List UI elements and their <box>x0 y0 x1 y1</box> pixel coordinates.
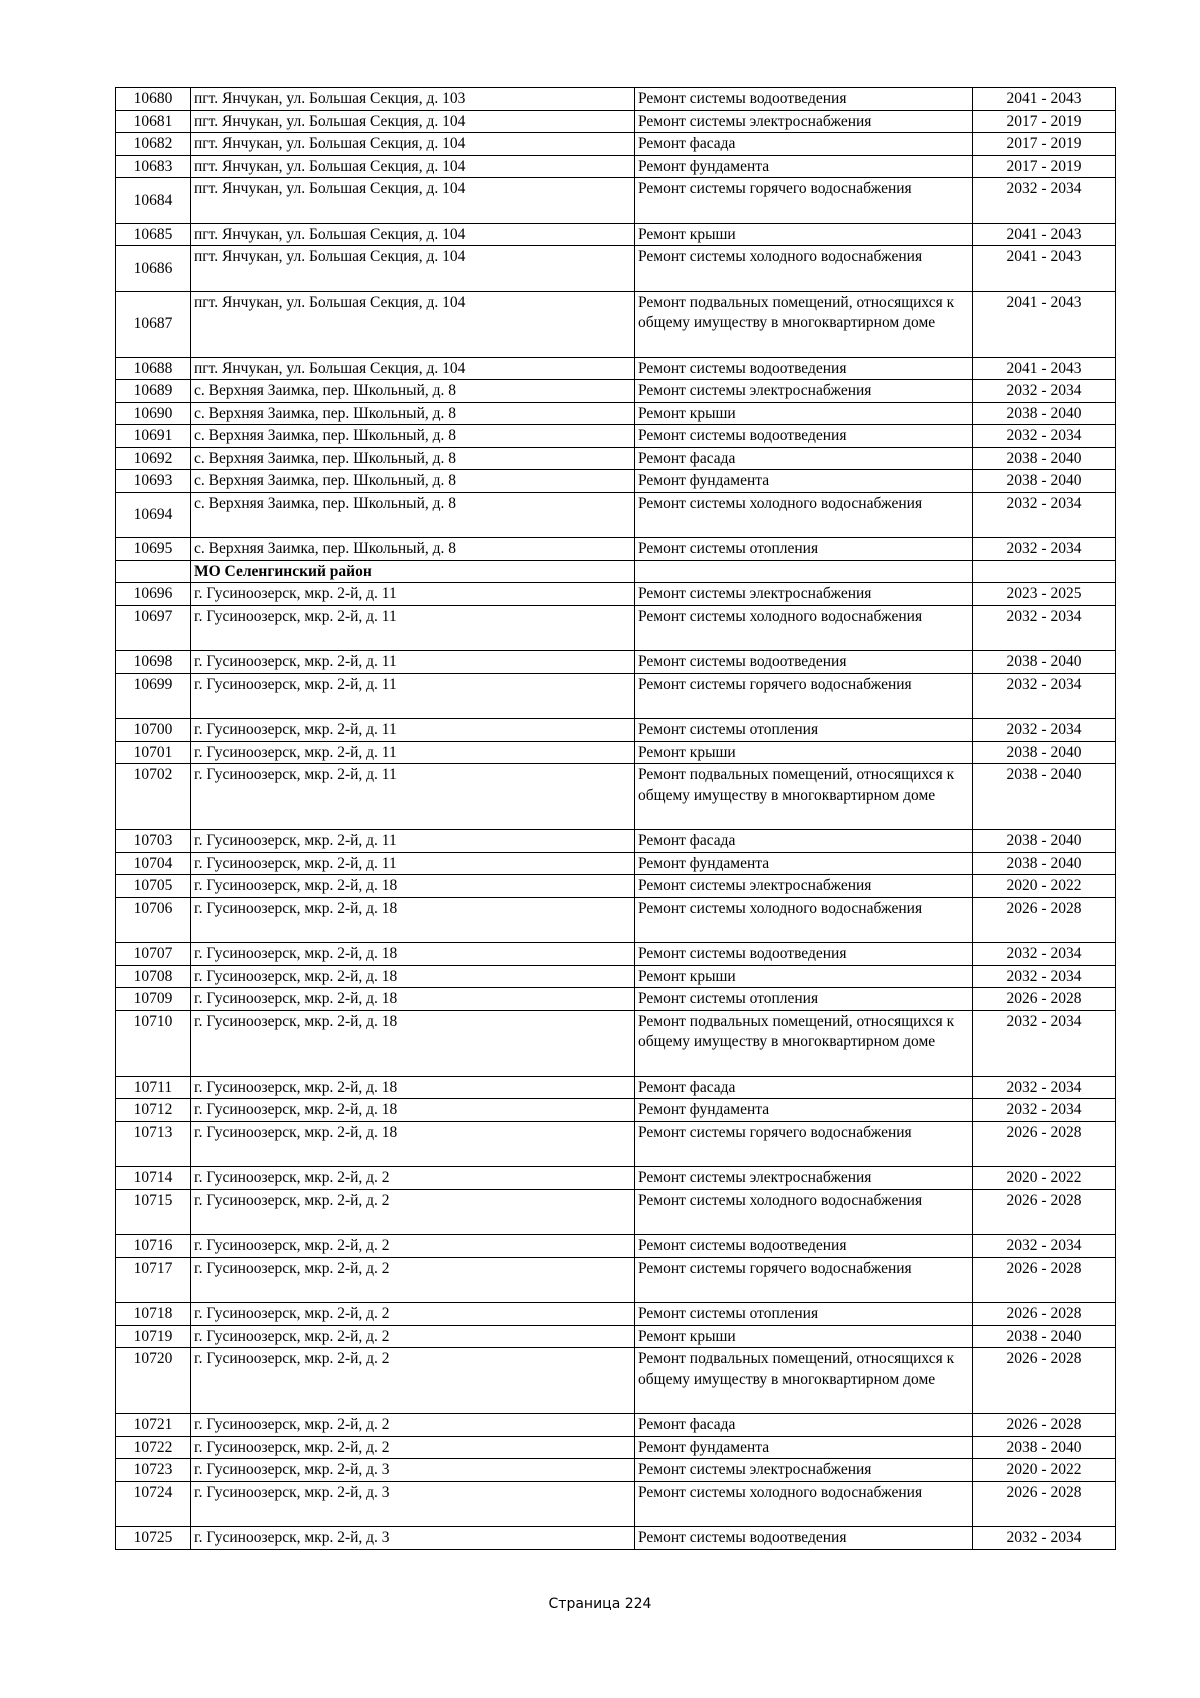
address-cell: г. Гусиноозерск, мкр. 2-й, д. 18 <box>191 1121 635 1167</box>
table-row <box>116 133 1116 156</box>
years-cell: 2041 - 2043 <box>973 246 1116 292</box>
work-type-cell: Ремонт подвальных помещений, относящихся к общему имуществу в многоквартирном доме <box>635 1348 973 1414</box>
years-cell: 2026 - 2028 <box>973 897 1116 943</box>
years-cell: 2032 - 2034 <box>973 1099 1116 1122</box>
table-row <box>116 178 1116 224</box>
address-cell: пгт. Янчукан, ул. Большая Секция, д. 104 <box>191 110 635 133</box>
table-row <box>116 380 1116 403</box>
address-cell: пгт. Янчукан, ул. Большая Секция, д. 103 <box>191 88 635 111</box>
address-cell: г. Гусиноозерск, мкр. 2-й, д. 11 <box>191 651 635 674</box>
row-number-cell: 10725 <box>116 1527 191 1550</box>
table-row <box>116 988 1116 1011</box>
table-row <box>116 1527 1116 1550</box>
work-type-cell: Ремонт системы горячего водоснабжения <box>635 1257 973 1303</box>
row-number-cell: 10708 <box>116 965 191 988</box>
address-cell: г. Гусиноозерск, мкр. 2-й, д. 2 <box>191 1167 635 1190</box>
work-type-cell: Ремонт системы электроснабжения <box>635 583 973 606</box>
table-row <box>116 764 1116 830</box>
work-type-cell: Ремонт системы электроснабжения <box>635 875 973 898</box>
address-cell: г. Гусиноозерск, мкр. 2-й, д. 11 <box>191 605 635 651</box>
work-type-cell: Ремонт системы электроснабжения <box>635 1459 973 1482</box>
row-number-cell: 10686 <box>116 246 191 292</box>
years-cell: 2041 - 2043 <box>973 291 1116 357</box>
work-type-cell: Ремонт крыши <box>635 223 973 246</box>
work-type-cell: Ремонт системы водоотведения <box>635 425 973 448</box>
years-cell: 2032 - 2034 <box>973 605 1116 651</box>
table-row <box>116 830 1116 853</box>
address-cell: пгт. Янчукан, ул. Большая Секция, д. 104 <box>191 357 635 380</box>
years-cell: 2038 - 2040 <box>973 852 1116 875</box>
row-number-cell: 10711 <box>116 1076 191 1099</box>
table-row <box>116 719 1116 742</box>
years-cell: 2032 - 2034 <box>973 1076 1116 1099</box>
work-type-cell: Ремонт системы отопления <box>635 988 973 1011</box>
address-cell: г. Гусиноозерск, мкр. 2-й, д. 18 <box>191 875 635 898</box>
address-cell: г. Гусиноозерск, мкр. 2-й, д. 2 <box>191 1303 635 1326</box>
years-cell: 2032 - 2034 <box>973 178 1116 224</box>
address-cell: г. Гусиноозерск, мкр. 2-й, д. 18 <box>191 965 635 988</box>
row-number-cell: 10687 <box>116 291 191 357</box>
address-cell: г. Гусиноозерск, мкр. 2-й, д. 2 <box>191 1436 635 1459</box>
row-number-cell: 10715 <box>116 1189 191 1235</box>
table-row <box>116 1076 1116 1099</box>
address-cell: г. Гусиноозерск, мкр. 2-й, д. 2 <box>191 1257 635 1303</box>
work-type-cell: Ремонт фундамента <box>635 1099 973 1122</box>
work-type-cell: Ремонт системы водоотведения <box>635 1527 973 1550</box>
table-row <box>116 291 1116 357</box>
work-type-cell: Ремонт фасада <box>635 1414 973 1437</box>
years-cell: 2032 - 2034 <box>973 492 1116 538</box>
row-number-cell: 10718 <box>116 1303 191 1326</box>
work-type-cell: Ремонт крыши <box>635 1325 973 1348</box>
row-number-cell: 10719 <box>116 1325 191 1348</box>
row-number-cell: 10689 <box>116 380 191 403</box>
work-type-cell: Ремонт подвальных помещений, относящихся к общему имуществу в многоквартирном доме <box>635 291 973 357</box>
address-cell: с. Верхняя Заимка, пер. Школьный, д. 8 <box>191 402 635 425</box>
table-row <box>116 492 1116 538</box>
row-number-cell: 10701 <box>116 741 191 764</box>
address-cell: г. Гусиноозерск, мкр. 2-й, д. 3 <box>191 1527 635 1550</box>
row-number-cell: 10682 <box>116 133 191 156</box>
address-cell: г. Гусиноозерск, мкр. 2-й, д. 11 <box>191 673 635 719</box>
work-type-cell: Ремонт крыши <box>635 741 973 764</box>
repair-schedule-table <box>115 87 1116 1550</box>
row-number-cell: 10714 <box>116 1167 191 1190</box>
work-type-cell: Ремонт системы отопления <box>635 719 973 742</box>
years-cell <box>973 560 1116 583</box>
address-cell: с. Верхняя Заимка, пер. Школьный, д. 8 <box>191 538 635 561</box>
years-cell: 2038 - 2040 <box>973 830 1116 853</box>
work-type-cell: Ремонт крыши <box>635 965 973 988</box>
address-cell: г. Гусиноозерск, мкр. 2-й, д. 11 <box>191 719 635 742</box>
row-number-cell: 10709 <box>116 988 191 1011</box>
years-cell: 2026 - 2028 <box>973 1481 1116 1527</box>
years-cell: 2032 - 2034 <box>973 719 1116 742</box>
row-number-cell: 10704 <box>116 852 191 875</box>
address-cell: г. Гусиноозерск, мкр. 2-й, д. 11 <box>191 764 635 830</box>
work-type-cell: Ремонт системы водоотведения <box>635 357 973 380</box>
years-cell: 2020 - 2022 <box>973 1167 1116 1190</box>
years-cell: 2038 - 2040 <box>973 651 1116 674</box>
row-number-cell: 10710 <box>116 1010 191 1076</box>
table-row <box>116 1325 1116 1348</box>
address-cell: г. Гусиноозерск, мкр. 2-й, д. 18 <box>191 1076 635 1099</box>
years-cell: 2032 - 2034 <box>973 425 1116 448</box>
table-row <box>116 447 1116 470</box>
row-number-cell: 10707 <box>116 943 191 966</box>
row-number-cell: 10688 <box>116 357 191 380</box>
years-cell: 2038 - 2040 <box>973 764 1116 830</box>
years-cell: 2032 - 2034 <box>973 1235 1116 1258</box>
row-number-cell: 10705 <box>116 875 191 898</box>
table-row <box>116 1481 1116 1527</box>
table-row <box>116 1348 1116 1414</box>
years-cell: 2032 - 2034 <box>973 965 1116 988</box>
table-row <box>116 1459 1116 1482</box>
address-cell: г. Гусиноозерск, мкр. 2-й, д. 18 <box>191 1010 635 1076</box>
address-cell: пгт. Янчукан, ул. Большая Секция, д. 104 <box>191 155 635 178</box>
address-cell: пгт. Янчукан, ул. Большая Секция, д. 104 <box>191 133 635 156</box>
work-type-cell: Ремонт подвальных помещений, относящихся к общему имуществу в многоквартирном доме <box>635 764 973 830</box>
row-number-cell: 10684 <box>116 178 191 224</box>
work-type-cell: Ремонт системы горячего водоснабжения <box>635 673 973 719</box>
work-type-cell: Ремонт системы холодного водоснабжения <box>635 605 973 651</box>
years-cell: 2038 - 2040 <box>973 402 1116 425</box>
work-type-cell: Ремонт системы электроснабжения <box>635 1167 973 1190</box>
work-type-cell: Ремонт фундамента <box>635 852 973 875</box>
years-cell: 2038 - 2040 <box>973 470 1116 493</box>
address-cell: г. Гусиноозерск, мкр. 2-й, д. 2 <box>191 1235 635 1258</box>
address-cell: г. Гусиноозерск, мкр. 2-й, д. 11 <box>191 830 635 853</box>
table-row <box>116 605 1116 651</box>
row-number-cell: 10721 <box>116 1414 191 1437</box>
table-row <box>116 1436 1116 1459</box>
years-cell: 2041 - 2043 <box>973 223 1116 246</box>
address-cell: с. Верхняя Заимка, пер. Школьный, д. 8 <box>191 425 635 448</box>
row-number-cell: 10691 <box>116 425 191 448</box>
address-cell: пгт. Янчукан, ул. Большая Секция, д. 104 <box>191 223 635 246</box>
years-cell: 2017 - 2019 <box>973 133 1116 156</box>
row-number-cell: 10692 <box>116 447 191 470</box>
row-number-cell: 10695 <box>116 538 191 561</box>
years-cell: 2032 - 2034 <box>973 380 1116 403</box>
work-type-cell: Ремонт подвальных помещений, относящихся к общему имуществу в многоквартирном доме <box>635 1010 973 1076</box>
work-type-cell: Ремонт системы отопления <box>635 1303 973 1326</box>
table-row <box>116 538 1116 561</box>
years-cell: 2026 - 2028 <box>973 1121 1116 1167</box>
work-type-cell <box>635 560 973 583</box>
table-row <box>116 1010 1116 1076</box>
work-type-cell: Ремонт фундамента <box>635 155 973 178</box>
row-number-cell: 10713 <box>116 1121 191 1167</box>
table-row <box>116 673 1116 719</box>
page-number: Страница 224 <box>548 1596 652 1612</box>
work-type-cell: Ремонт системы горячего водоснабжения <box>635 178 973 224</box>
years-cell: 2041 - 2043 <box>973 88 1116 111</box>
table-row <box>116 402 1116 425</box>
work-type-cell: Ремонт фундамента <box>635 1436 973 1459</box>
table-row <box>116 965 1116 988</box>
table-row <box>116 246 1116 292</box>
years-cell: 2032 - 2034 <box>973 943 1116 966</box>
row-number-cell: 10690 <box>116 402 191 425</box>
table-row <box>116 425 1116 448</box>
row-number-cell: 10724 <box>116 1481 191 1527</box>
work-type-cell: Ремонт системы горячего водоснабжения <box>635 1121 973 1167</box>
years-cell: 2041 - 2043 <box>973 357 1116 380</box>
years-cell: 2026 - 2028 <box>973 1257 1116 1303</box>
work-type-cell: Ремонт системы электроснабжения <box>635 110 973 133</box>
row-number-cell: 10703 <box>116 830 191 853</box>
address-cell: г. Гусиноозерск, мкр. 2-й, д. 2 <box>191 1325 635 1348</box>
work-type-cell: Ремонт фасада <box>635 447 973 470</box>
table-row <box>116 943 1116 966</box>
years-cell: 2026 - 2028 <box>973 988 1116 1011</box>
address-cell: г. Гусиноозерск, мкр. 2-й, д. 11 <box>191 583 635 606</box>
row-number-cell: 10712 <box>116 1099 191 1122</box>
address-cell: г. Гусиноозерск, мкр. 2-й, д. 3 <box>191 1459 635 1482</box>
table-row <box>116 1257 1116 1303</box>
work-type-cell: Ремонт системы водоотведения <box>635 651 973 674</box>
years-cell: 2032 - 2034 <box>973 1527 1116 1550</box>
row-number-cell: 10706 <box>116 897 191 943</box>
table-row <box>116 741 1116 764</box>
work-type-cell: Ремонт системы холодного водоснабжения <box>635 1189 973 1235</box>
row-number-cell: 10697 <box>116 605 191 651</box>
work-type-cell: Ремонт крыши <box>635 402 973 425</box>
years-cell: 2026 - 2028 <box>973 1348 1116 1414</box>
years-cell: 2026 - 2028 <box>973 1414 1116 1437</box>
address-cell: г. Гусиноозерск, мкр. 2-й, д. 2 <box>191 1348 635 1414</box>
work-type-cell: Ремонт системы холодного водоснабжения <box>635 246 973 292</box>
table-row <box>116 897 1116 943</box>
address-cell: г. Гусиноозерск, мкр. 2-й, д. 18 <box>191 897 635 943</box>
table-row <box>116 852 1116 875</box>
row-number-cell: 10681 <box>116 110 191 133</box>
table-row <box>116 875 1116 898</box>
work-type-cell: Ремонт системы холодного водоснабжения <box>635 492 973 538</box>
years-cell: 2038 - 2040 <box>973 1325 1116 1348</box>
years-cell: 2017 - 2019 <box>973 110 1116 133</box>
row-number-cell: 10722 <box>116 1436 191 1459</box>
address-cell: г. Гусиноозерск, мкр. 2-й, д. 18 <box>191 988 635 1011</box>
table-row <box>116 470 1116 493</box>
years-cell: 2026 - 2028 <box>973 1303 1116 1326</box>
row-number-cell: 10723 <box>116 1459 191 1482</box>
years-cell: 2038 - 2040 <box>973 1436 1116 1459</box>
address-cell: г. Гусиноозерск, мкр. 2-й, д. 2 <box>191 1414 635 1437</box>
address-cell: с. Верхняя Заимка, пер. Школьный, д. 8 <box>191 447 635 470</box>
table-row <box>116 223 1116 246</box>
work-type-cell: Ремонт системы холодного водоснабжения <box>635 1481 973 1527</box>
work-type-cell: Ремонт фундамента <box>635 470 973 493</box>
work-type-cell: Ремонт системы отопления <box>635 538 973 561</box>
row-number-cell: 10696 <box>116 583 191 606</box>
address-cell: г. Гусиноозерск, мкр. 2-й, д. 18 <box>191 1099 635 1122</box>
section-header-row <box>116 560 1116 583</box>
address-cell: пгт. Янчукан, ул. Большая Секция, д. 104 <box>191 178 635 224</box>
years-cell: 2023 - 2025 <box>973 583 1116 606</box>
row-number-cell: 10717 <box>116 1257 191 1303</box>
years-cell: 2020 - 2022 <box>973 1459 1116 1482</box>
years-cell: 2017 - 2019 <box>973 155 1116 178</box>
table-row <box>116 1235 1116 1258</box>
work-type-cell: Ремонт фасада <box>635 830 973 853</box>
years-cell: 2038 - 2040 <box>973 447 1116 470</box>
table-row <box>116 1303 1116 1326</box>
work-type-cell: Ремонт фасада <box>635 133 973 156</box>
work-type-cell: Ремонт системы водоотведения <box>635 1235 973 1258</box>
table-row <box>116 1099 1116 1122</box>
row-number-cell: 10702 <box>116 764 191 830</box>
work-type-cell: Ремонт системы холодного водоснабжения <box>635 897 973 943</box>
table-row <box>116 1414 1116 1437</box>
work-type-cell: Ремонт системы водоотведения <box>635 943 973 966</box>
years-cell: 2032 - 2034 <box>973 673 1116 719</box>
address-cell: г. Гусиноозерск, мкр. 2-й, д. 11 <box>191 852 635 875</box>
row-number-cell: 10685 <box>116 223 191 246</box>
address-cell: г. Гусиноозерск, мкр. 2-й, д. 2 <box>191 1189 635 1235</box>
years-cell: 2020 - 2022 <box>973 875 1116 898</box>
years-cell: 2032 - 2034 <box>973 538 1116 561</box>
row-number-cell: 10694 <box>116 492 191 538</box>
row-number-cell: 10680 <box>116 88 191 111</box>
address-cell: г. Гусиноозерск, мкр. 2-й, д. 3 <box>191 1481 635 1527</box>
table-row <box>116 651 1116 674</box>
table-row <box>116 1121 1116 1167</box>
address-cell: с. Верхняя Заимка, пер. Школьный, д. 8 <box>191 492 635 538</box>
section-title-cell: МО Селенгинский район <box>191 560 635 583</box>
address-cell: с. Верхняя Заимка, пер. Школьный, д. 8 <box>191 470 635 493</box>
address-cell: г. Гусиноозерск, мкр. 2-й, д. 18 <box>191 943 635 966</box>
work-type-cell: Ремонт системы электроснабжения <box>635 380 973 403</box>
row-number-cell: 10699 <box>116 673 191 719</box>
years-cell: 2038 - 2040 <box>973 741 1116 764</box>
table-row <box>116 155 1116 178</box>
row-number-cell: 10716 <box>116 1235 191 1258</box>
address-cell: пгт. Янчукан, ул. Большая Секция, д. 104 <box>191 246 635 292</box>
row-number-cell: 10700 <box>116 719 191 742</box>
row-number-cell: 10720 <box>116 1348 191 1414</box>
work-type-cell: Ремонт системы водоотведения <box>635 88 973 111</box>
table-row <box>116 357 1116 380</box>
table-row <box>116 88 1116 111</box>
table-row <box>116 583 1116 606</box>
address-cell: с. Верхняя Заимка, пер. Школьный, д. 8 <box>191 380 635 403</box>
years-cell: 2026 - 2028 <box>973 1189 1116 1235</box>
address-cell: пгт. Янчукан, ул. Большая Секция, д. 104 <box>191 291 635 357</box>
work-type-cell: Ремонт фасада <box>635 1076 973 1099</box>
table-row <box>116 1167 1116 1190</box>
table-body <box>116 88 1116 1550</box>
address-cell: г. Гусиноозерск, мкр. 2-й, д. 11 <box>191 741 635 764</box>
years-cell: 2032 - 2034 <box>973 1010 1116 1076</box>
row-number-cell: 10698 <box>116 651 191 674</box>
row-number-cell <box>116 560 191 583</box>
row-number-cell: 10683 <box>116 155 191 178</box>
row-number-cell: 10693 <box>116 470 191 493</box>
table-row <box>116 1189 1116 1235</box>
table-row <box>116 110 1116 133</box>
